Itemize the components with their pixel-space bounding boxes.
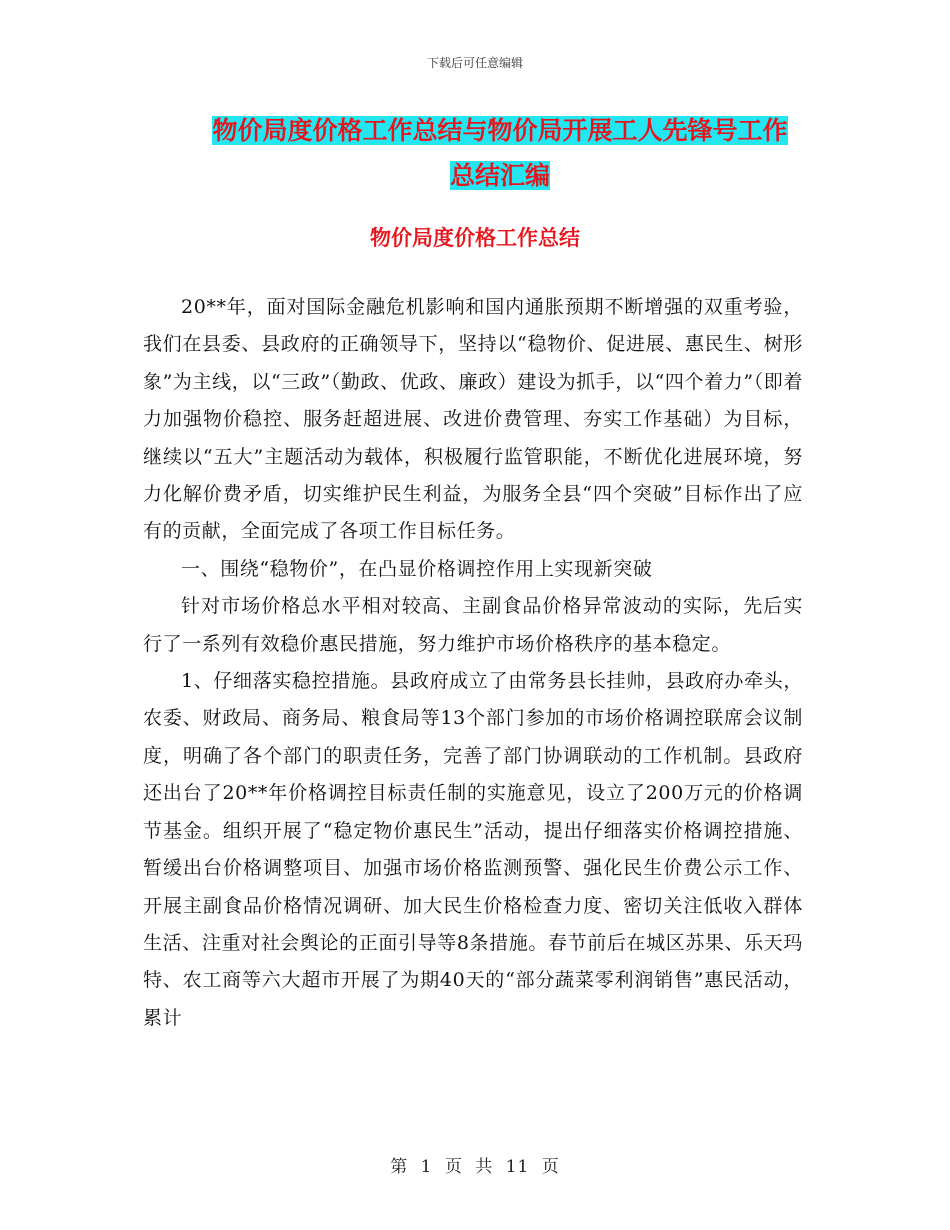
footer-page-word: 页 [444, 1157, 463, 1177]
footer-total-word: 页 [541, 1157, 560, 1177]
footer-page-number: 1 [420, 1157, 433, 1177]
document-title-line-2: 总结汇编 [449, 161, 550, 190]
paragraph-2: 针对市场价格总水平相对较高、主副食品价格异常波动的实际，先后实行了一系列有效稳价惠民措施，努力维护市场价格秩序的基本稳定。 [143, 595, 803, 655]
body-text [143, 289, 803, 1037]
section-title: 物价局度价格工作总结 [370, 225, 580, 250]
document-title-line-1: 物价局度价格工作总结与物价局开展工人先锋号工作 [212, 116, 788, 145]
footer-page-prefix: 第 [390, 1157, 409, 1177]
footer-total-pages: 11 [505, 1157, 530, 1177]
paragraph-3: 1、仔细落实稳控措施。县政府成立了由常务县长挂帅，县政府办牵头，农委、财政局、商务局、粮食局等13个部门参加的市场价格调控联席会议制度，明确了各个部门的职责任务，完善了部门协调联动的工作机制。县政府还出台了20**年价格调控目标责任制的实施意见，设立了200万元的价格调节基金。组织开展了“稳定物价惠民生”活动，提出仔细落实价格调控措施、暂缓出台价格调整项目、加强市场价格监测预警、强化民生价费公示工作、开展主副食品价格情况调研、加大民生价格检查力度、密切关注低收入群体生活、注重对社会舆论的正面引导等8条措施。春节前后在城区苏果、乐天玛特、农工商等六大超市开展了为期40天的“部分蔬菜零利润销售”惠民活动，累计 [143, 670, 803, 1029]
page-footer [0, 1152, 950, 1177]
document-title [140, 108, 860, 198]
paragraph-heading-1: 一、围绕“稳物价”，在凸显价格调控作用上实现新突破 [181, 557, 653, 580]
paragraph-intro: 20**年，面对国际金融危机影响和国内通胀预期不断增强的双重考验，我们在县委、县政府的正确领导下，坚持以“稳物价、促进展、惠民生、树形象”为主线，以“三政”（勤政、优政、廉政）建设为抓手，以“四个着力”（即着力加强物价稳控、服务赶超进展、改进价费管理、夯实工作基础）为目标，继续以“五大”主题活动为载体，积极履行监管职能，不断优化进展环境，努力化解价费矛盾，切实维护民生利益，为服务全县“四个突破”目标作出了应有的贡献，全面完成了各项工作目标任务。 [143, 296, 803, 543]
footer-total-prefix: 共 [475, 1157, 494, 1177]
header-note: 下载后可任意编辑 [426, 56, 523, 70]
